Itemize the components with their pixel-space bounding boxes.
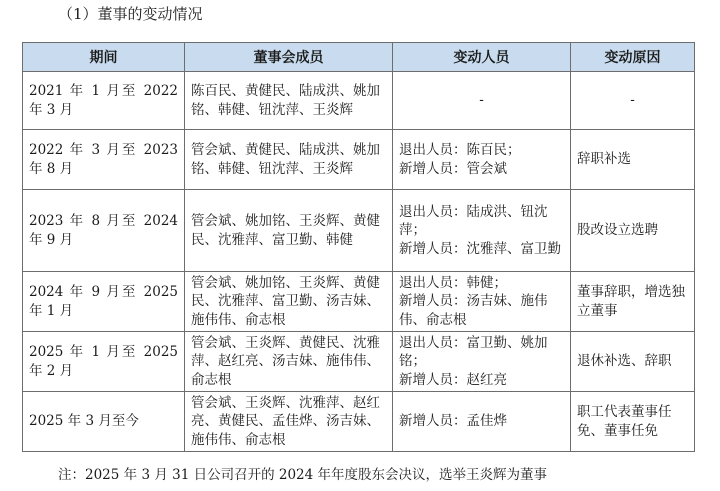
cell-period: 2022 年 3 月至 2023 年 8 月 (23, 130, 185, 190)
cell-changes (393, 130, 571, 190)
cell-members: 管会斌、黄健民、陆成洪、姚加铭、韩健、钮沈萍、王炎辉 (185, 130, 393, 190)
cell-changes (393, 272, 571, 332)
cell-period: 2023 年 8 月至 2024 年 9 月 (23, 190, 185, 272)
cell-changes (393, 332, 571, 392)
table-row (23, 272, 695, 332)
cell-changes (393, 72, 571, 130)
change-line: 退出人员：富卫勤、姚加铭； (399, 334, 548, 370)
change-line: 新增人员：沈雅萍、富卫勤 (399, 240, 561, 257)
cell-period: 2025 年 3 月至今 (23, 392, 185, 452)
table-row (23, 392, 695, 452)
table-footnote: 注：2025 年 3 月 31 日公司召开的 2024 年年度股东会决议，选举王炎辉为董事 (58, 467, 548, 483)
table-row (23, 72, 695, 130)
table-row (23, 332, 695, 392)
header-members: 董事会成员 (185, 43, 393, 72)
cell-reason: 股改设立选聘 (571, 190, 695, 272)
director-change-table (22, 42, 695, 452)
cell-reason: 董事辞职，增选独立董事 (571, 272, 695, 332)
cell-changes (393, 190, 571, 272)
table-header-row (23, 43, 695, 72)
cell-members: 管会斌、姚加铭、王炎辉、黄健民、沈雅萍、富卫勤、汤吉妹、施伟伟、俞志根 (185, 272, 393, 332)
table-row (23, 190, 695, 272)
cell-period: 2025 年 1 月至 2025 年 2 月 (23, 332, 185, 392)
cell-reason: 职工代表董事任免、董事任免 (571, 392, 695, 452)
change-line: 退出人员：陆成洪、钮沈萍； (399, 203, 548, 239)
header-period: 期间 (23, 43, 185, 72)
header-reason: 变动原因 (571, 43, 695, 72)
change-line: 新增人员：管会斌 (399, 160, 507, 177)
cell-reason: 辞职补选 (571, 130, 695, 190)
change-line: 新增人员：汤吉妹、施伟伟、俞志根 (399, 293, 548, 328)
cell-reason: - (571, 72, 695, 130)
section-heading: （1）董事的变动情况 (58, 5, 203, 23)
cell-members: 管会斌、王炎辉、沈雅萍、赵红亮、黄健民、孟佳烨、汤吉妹、施伟伟、俞志根 (185, 392, 393, 452)
change-line: 新增人员：赵红亮 (399, 371, 507, 388)
cell-reason: 退休补选、辞职 (571, 332, 695, 392)
change-line: 退出人员：陈百民； (399, 142, 521, 158)
cell-changes (393, 392, 571, 452)
table-row (23, 130, 695, 190)
cell-members: 管会斌、姚加铭、王炎辉、黄健民、沈雅萍、富卫勤、韩健 (185, 190, 393, 272)
change-line: 新增人员：孟佳烨 (399, 413, 507, 430)
cell-members: 陈百民、黄健民、陆成洪、姚加铭、韩健、钮沈萍、王炎辉 (185, 72, 393, 130)
change-line: 退出人员：韩健； (399, 274, 507, 291)
cell-members: 管会斌、王炎辉、黄健民、沈雅萍、赵红亮、汤吉妹、施伟伟、俞志根 (185, 332, 393, 392)
change-line: - (479, 92, 484, 109)
header-changes: 变动人员 (393, 43, 571, 72)
cell-period: 2021 年 1 月至 2022 年 3 月 (23, 72, 185, 130)
cell-period: 2024 年 9 月至 2025 年 1 月 (23, 272, 185, 332)
